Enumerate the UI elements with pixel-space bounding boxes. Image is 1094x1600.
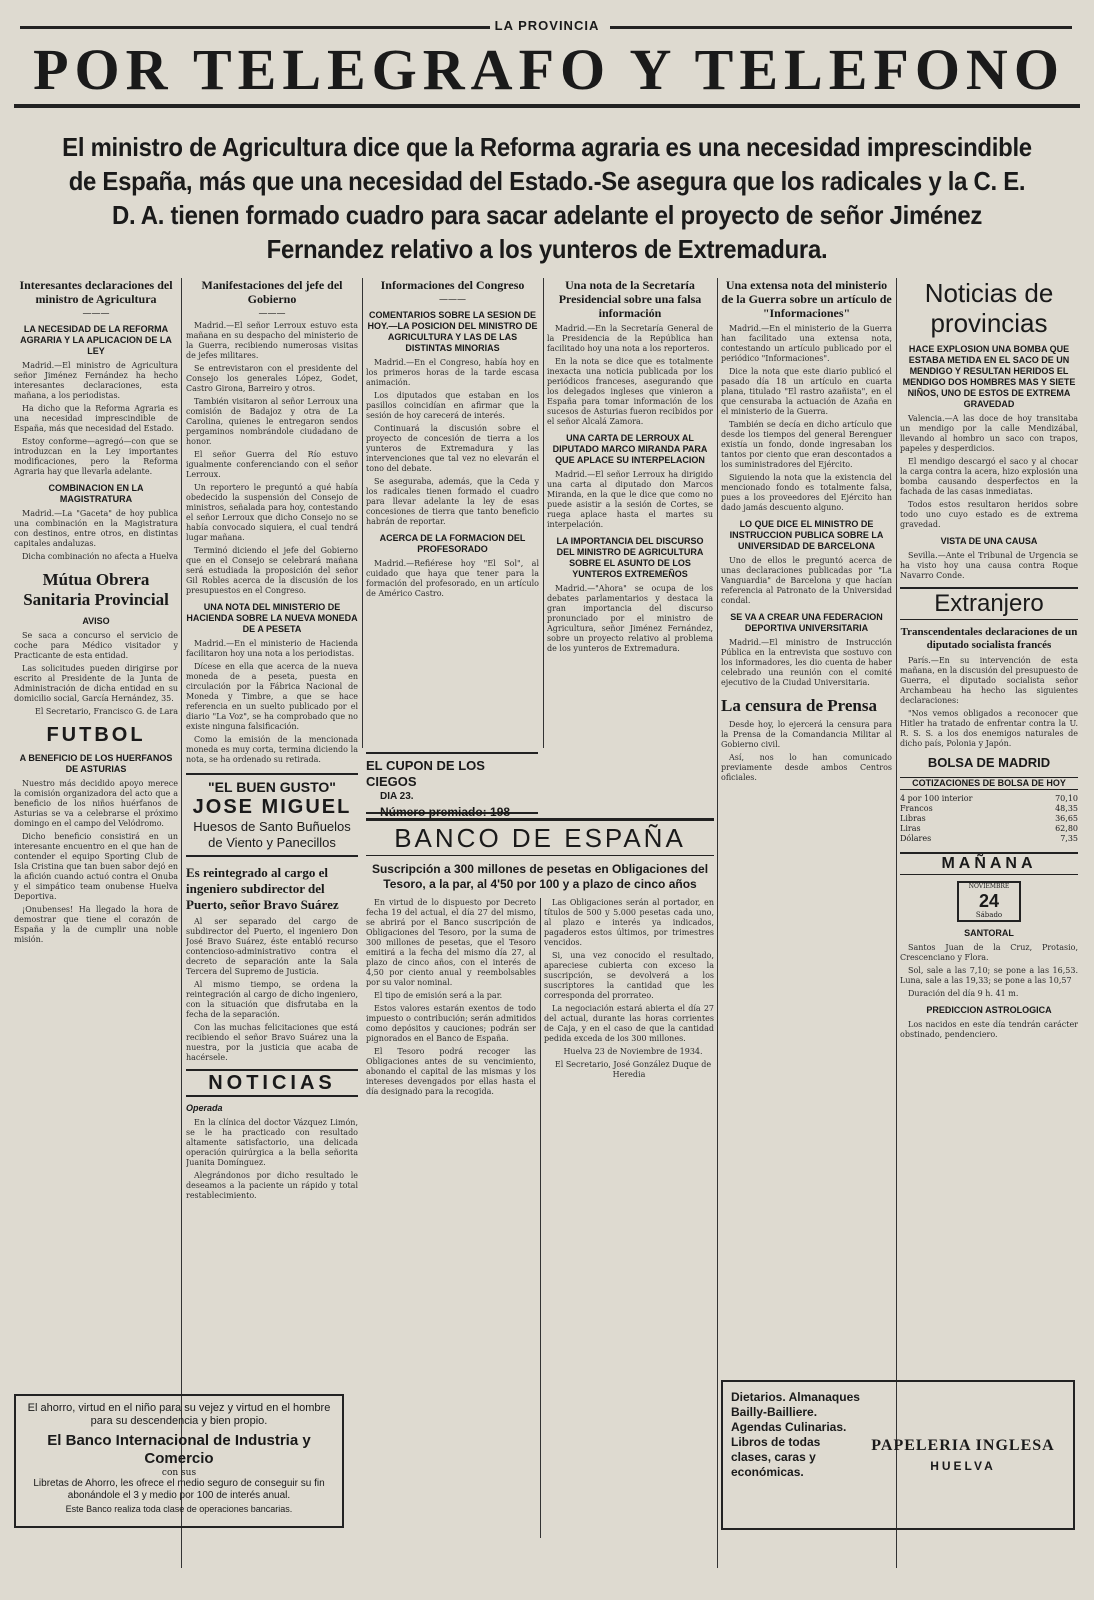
paragraph: En la nota se dice que es totalmente inexacta una noticia publicada por los periódicos franceses, asegurando que los delegados ingleses que vinieron a España para tomar información de los sucesos de Asturias fueron recibidos por el señor Alcalá Zamora. [547,357,713,426]
paragraph: Uno de ellos le preguntó acerca de unas declaraciones publicadas por "La Vanguardia" de Barcelona y que hacían referencia al Patronato de la Universidad condal. [721,556,892,605]
article-subheading: UNA CARTA DE LERROUX AL DIPUTADO MARCO MIRANDA PARA QUE APLACE SU INTERPELACION [552,433,708,465]
paragraph: Al ser separado del cargo de subdirector del Puerto, el ingeniero Don José Bravo Suárez, éste entabló recurso contencioso-administrativo contra el decreto de separación ante la Sala Tercera del Supremo de Justicia. [186,917,358,976]
paragraph: Así, nos lo han comunicado previamente desde ambos Centros oficiales. [721,753,892,782]
paragraph: Madrid.—En la Secretaría General de la Presidencia de la República han facilitado hoy una nota a los reporteros. [547,324,713,353]
table-row [900,814,1078,824]
buen-gusto-ad [186,773,358,857]
calendar-day: 24 [978,891,1000,911]
censura-heading: La censura de Prensa [721,696,877,715]
paragraph: Se saca a concurso el servicio de coche para Médico visitador y Practicante de esta entidad. [14,631,178,660]
paragraph: Al mismo tiempo, se ordena la reintegración al cargo de dicho ingeniero, con la situación que disfrutaba en la fecha de la separación. [186,980,358,1019]
column-4 [547,278,713,798]
separator: ——— [82,309,110,319]
paragraph: La negociación estará abierta el día 27 del actual, durante las horas corrientes de Caja, y en el caso de que la cantidad pedida exceda de los 300 millones. [544,1004,714,1043]
paragraph: Madrid.—El ministro de Agricultura señor Jiménez Fernández ha hecho interesantes declaraciones, esta mañana, a los periodistas. [14,361,178,400]
article-heading: Una nota de la Secretaría Presidencial sobre una falsa información [558,278,702,320]
ad-products: Huesos de Santo Buñuelos de Viento y Panecillos [193,819,351,850]
aviso-heading: AVISO [82,616,110,626]
article-subheading: COMENTARIOS SOBRE LA SESION DE HOY.—LA POSICION DEL MINISTRO DE AGRICULTURA Y LAS DE LAS DISTINTAS MINORIAS [367,310,538,353]
paragraph: ¡Onubenses! Ha llegado la hora de demostrar que tiene el corazón de España y la de cumplir una noble misión. [14,905,178,944]
paragraph: El mendigo descargó el saco y al chocar la carga contra la acera, hizo explosión una bomba causando desperfectos en la fachada de las casas inmediatas. [900,457,1078,496]
paragraph: El señor Guerra del Río estuvo igualmente conferenciando con el señor Lerroux. [186,450,358,479]
paragraph: Las Obligaciones serán al portador, en títulos de 500 y 5.000 pesetas cada uno, al plazo e interés ya indicados, pagaderos estos últimos, por trimestres vencidos. [544,898,714,947]
column-1 [14,278,178,1378]
cupon-title: EL CUPON DE LOS CIEGOS [366,758,485,789]
paragraph: Duración del día 9 h. 41 m. [908,989,1019,998]
paragraph: Santos Juan de la Cruz, Protasio, Crescenciano y Flora. [900,943,1078,962]
article-subheading: LA IMPORTANCIA DEL DISCURSO DEL MINISTRO DE AGRICULTURA SOBRE EL ASUNTO DE LOS YUNTEROS EXTREMEÑOS [556,536,704,579]
paragraph: Continuará la discusión sobre el proyecto de concesión de tierra a los yunteros de Extremadura y las intervenciones que tal vez no elevarán el tono del debate. [366,424,539,473]
papeleria-name: PAPELERIA INGLESA [871,1437,1055,1454]
ad-text: con sus [161,1468,197,1478]
prediccion-heading: PREDICCION ASTROLOGICA [926,1005,1052,1015]
paragraph: Las solicitudes pueden dirigirse por escrito al Presidente de la Junta de Administración de dicha entidad en su domicilio social, García Hernández, 35. [14,664,178,703]
paragraph: Si, una vez conocido el resultado, apareciese cubierta con exceso la suscripción, se devolverá a los suscriptores la cantidad que les corresponda del prorrateo. [544,951,714,1000]
paragraph: Desde hoy, lo ejercerá la censura para la Prensa de la Comandancia Militar al Gobierno civil. [721,720,892,749]
extranjero-heading: Extranjero [900,587,1078,620]
paragraph: Dícese en ella que acerca de la nueva moneda de a peseta, puesta en circulación por la Fábrica Nacional de Moneda y Timbre, a que se hace referencia en un suelto publicado por el diario "La Voz", se ha comprobado que no existe ninguna falsificación. [186,662,358,731]
noticias-heading: NOTICIAS [186,1069,358,1097]
table-row [900,804,1078,814]
paragraph: También visitaron al señor Lerroux una comisión de Badajoz y otra de La Carolina, quienes le entregaron sendos pergaminos nombrándole ciudadano de honor. [186,397,358,446]
paragraph: Se entrevistaron con el presidente del Consejo los generales López, Godet, Castro Girona, Barreiro y otros. [186,364,358,393]
article-heading: Una extensa nota del ministerio de la Guerra sobre un artículo de "Informaciones" [721,278,892,320]
paragraph: Dicha combinación no afecta a Huelva [22,552,178,561]
cupon-day: DIA 23. [380,791,414,802]
paragraph: Sevilla.—Ante el Tribunal de Urgencia se ha visto hoy una causa contra Roque Navarro Conde. [900,551,1078,580]
paragraph: Estoy conforme—agregó—con que se introduzcan en la Ley importantes modificaciones, pero la Reforma Agraria hay que llevarla adelante. [14,437,178,476]
paragraph: Madrid.—"Ahora" se ocupa de los debates parlamentarios y destaca la gran importancia del discurso pronunciado por el ministro de Agricultura, señor Jiménez Fernández, sobre un proyecto relativo al problema de los yunteros de Extremadura. [547,584,713,653]
table-row [900,794,1078,804]
article-subheading: SE VA A CREAR UNA FEDERACION DEPORTIVA UNIVERSITARIA [730,612,883,633]
page-title: POR TELEGRAFO Y TELEFONO [33,37,1065,102]
paragraph: París.—En su intervención de esta mañana, en la discusión del presupuesto de Guerra, el diputado socialista señor Archambeau ha hecho las siguientes declaraciones: [900,656,1078,705]
rule [14,104,1080,108]
paragraph: El Tesoro podrá recoger las Obligaciones antes de su vencimiento, abonando el capital de las mismas y los intereses devengados por ellas hasta el día designado para la recogida. [366,1047,536,1096]
column-rule [543,278,544,748]
table-row [900,824,1078,834]
paragraph: En la clínica del doctor Vázquez Limón, se le ha practicado con resultado altamente satisfactorio, una delicada operación quirúrgica a la bella señorita Juanita Domínguez. [186,1118,358,1167]
paragraph: Madrid.—El señor Lerroux ha dirigido una carta al diputado don Marcos Miranda, en la que le dice que como no puede asistir a la sesión de Cortes, se ruega aplace hasta el martes su interpelación. [547,470,713,529]
paragraph: Sol, sale a las 7,10; se pone a las 16,53. Luna, sale a las 19,33; se pone a las 10,57 [900,966,1078,985]
row-value: 36,65 [1055,814,1078,823]
manana-heading: MAÑANA [900,852,1078,875]
paragraph: Madrid.—En el ministerio de la Guerra han facilitado una extensa nota, contestando un artículo publicado por el periódico "Informaciones". [721,324,892,363]
bolsa-table [900,794,1078,844]
cupon-number: Número premiado: 198 [380,805,511,819]
column-5 [721,278,892,1338]
paragraph: Madrid.—La "Gaceta" de hoy publica una combinación en la Magistratura con destinos, entre otros, en distintas capitales andaluzas. [14,509,178,548]
column-2 [186,278,358,1388]
rule [610,26,1072,29]
calendar-month: NOVIEMBRE [968,883,1010,890]
banco-de-espana-notice [366,818,714,1570]
bank-advertisement [14,1394,344,1528]
article-subheading: VISTA DE UNA CAUSA [940,536,1038,546]
article-heading: Interesantes declaraciones del ministro de Agricultura [19,278,173,306]
paragraph: Un reportero le preguntó a qué había obedecido la suspensión del Consejo de ministros, señalada para hoy, contestando el señor Lerroux que dicho Consejo no se había convocado siquiera, el cual tendrá lugar mañana. [186,483,358,542]
signature: El Secretario, Francisco G. de Lara [34,707,178,716]
ad-text: Libretas de Ahorro, les ofrece el medio seguro de conseguir su fin abonándole el 3 y medio por 100 de interés anual. [33,1478,325,1501]
paragraph: Madrid.—El señor Lerroux estuvo esta mañana en su despacho del ministerio de la Guerra, recibiendo numerosas visitas de jefes militares. [186,321,358,360]
banco-subtitle: Suscripción a 300 millones de pesetas en Obligaciones del Tesoro, a la par, al 4'50 por 100 y a plazo de cinco años [371,862,709,891]
papeleria-brand [861,1390,1065,1520]
papeleria-city: HUELVA [930,1459,996,1473]
paragraph: Alegrándonos por dicho resultado le deseamos a la paciente un rápido y total restablecimiento. [186,1171,358,1200]
paragraph: Dice la nota que este diario publicó el pasado día 18 un artículo en cuarta plana, titulado "El rastro azañista", en el que censuraba la actuación de Azaña en el ministerio de la Guerra. [721,367,892,416]
paragraph: Madrid.—Refiérese hoy "El Sol", al cuidado que haya que tener para la formación del profesorado, en un artículo de Américo Castro. [366,559,539,598]
paragraph: Los diputados que estaban en los pasillos coincidían en afirmar que la sesión de hoy carecerá de interés. [366,391,539,420]
noticias-provincias-heading: Noticias de provincias [924,278,1054,338]
row-label: Liras [900,824,921,833]
row-label: Francos [900,804,933,813]
article-heading: Informaciones del Congreso [380,278,525,292]
paragraph: Nuestro más decidido apoyo merece la comisión organizadora del acto que a beneficio de los niños huérfanos de Asturias se va a celebrarse el próximo domingo en el campo del Velódromo. [14,779,178,828]
ad-title: "EL BUEN GUSTO" [208,779,336,795]
ad-text: Este Banco realiza toda clase de operaciones bancarias. [65,1504,293,1514]
row-value: 48,35 [1055,804,1078,813]
article-heading: Es reintegrado al cargo el ingeniero subdirector del Puerto, señor Bravo Suárez [186,865,339,912]
paragraph: Madrid.—En el Congreso, había hoy en los primeros horas de la tarde escasa animación. [366,358,539,387]
paragraph: "Nos vemos obligados a reconocer que Hitler ha tratado de enfrentar contra la U. R. S. S. a los dos enemigos naturales de dicho país, Polonia y Japón. [900,709,1078,748]
paragraph: Los nacidos en este día tendrán carácter obstinado, pendenciero. [900,1020,1078,1039]
paragraph: Como la emisión de la mencionada moneda es muy corta, termina diciendo la nota, se ha ordenado su retirada. [186,735,358,764]
bolsa-heading: BOLSA DE MADRID [927,755,1051,770]
futbol-heading: FUTBOL [46,724,146,746]
row-label: Dólares [900,834,932,843]
paragraph: Madrid.—En el ministerio de Hacienda facilitaron hoy una nota a los periodistas. [186,639,358,658]
paragraph: Todos estos resultaron heridos sobre todo uno cuyo estado es de extrema gravedad. [900,500,1078,529]
column-3 [366,278,539,818]
paragraph: Se aseguraba, además, que la Ceda y los radicales tienen formado el cuadro para llevar adelante la ley de esas concesiones de tierra que tanto beneficio habrán de reportar. [366,477,539,526]
paragraph: Ha dicho que la Reforma Agraria es una necesidad imprescindible de España, más que necesidad del Estado. [14,404,178,433]
paragraph: Valencia.—A las doce de hoy transitaba un mendigo por la calle Mendizábal, llevando al hombro un saco con trapos, papeles y desperdicios. [900,414,1078,453]
papeleria-advertisement [721,1380,1075,1530]
paragraph: En virtud de lo dispuesto por Decreto fecha 19 del actual, el día 27 del mismo, se abrirá por el Banco suscripción de Obligaciones del Tesoro, por la suma de 300 millones de pesetas, que el Tesoro emitirá a la fecha del mismo día 27, al plazo de cinco años, con el interés de 4,50 por ciento anual y reembolsables por su valor nominal. [366,898,536,987]
column-rule [181,278,182,1568]
article-subheading: UNA NOTA DEL MINISTERIO DE HACIENDA SOBRE LA NUEVA MONEDA DE A PESETA [186,602,358,634]
bank-name: El Banco Internacional de Industria y Comercio [47,1432,311,1467]
rule [20,26,490,29]
papeleria-items: Dietarios. Almanaques Bailly-Bailliere. Agendas Culinarias. Libros de todas clases, caras y económicas. [731,1390,860,1479]
cupon-box [366,752,538,819]
ad-name: JOSE MIGUEL [192,796,352,818]
paragraph: También se decía en dicho artículo que desde los tiempos del general Berenguer existía un fondo, donde ingresaban los tantos por ciento que eran descontados a los suministradores del Ejército. [721,420,892,469]
article-subheading: A BENEFICIO DE LOS HUERFANOS DE ASTURIAS [19,753,173,774]
separator: ——— [258,309,286,319]
article-subheading: ACERCA DE LA FORMACION DEL PROFESORADO [379,533,526,554]
row-value: 7,35 [1060,834,1078,843]
masthead: LA PROVINCIA [494,18,600,33]
row-value: 62,80 [1055,824,1078,833]
paragraph: El tipo de emisión será a la par. [374,991,503,1000]
paragraph: Siguiendo la nota que la existencia del mencionado fondo es totalmente falsa, pues a los proveedores del Ejército han dado jamás descuento alguno. [721,473,892,512]
date-line: Huelva 23 de Noviembre de 1934. [563,1047,703,1056]
paragraph: Con las muchas felicitaciones que está recibiendo el señor Bravo Suárez una la nuestra, por la justicia que acaba de hacérsele. [186,1023,358,1062]
article-subheading: LO QUE DICE EL MINISTRO DE INSTRUCCION PUBLICA SOBRE LA UNIVERSIDAD DE BARCELONA [729,519,884,551]
separator: ——— [439,295,466,305]
ad-text: El ahorro, virtud en el niño para su vejez y virtud en el hombre para su descendencia y bien propio. [27,1402,331,1427]
row-label: Libras [900,814,926,823]
calendar-weekday: Sábado [975,911,1003,919]
article-heading: Transcendentales declaraciones de un diputado socialista francés [900,626,1078,651]
column-rule [896,278,897,1568]
calendar-box [957,881,1021,922]
banco-body [366,898,714,1538]
banco-title: BANCO DE ESPAÑA [366,818,714,856]
article-subheading: Operada [186,1103,223,1113]
paragraph: Terminó diciendo el jefe del Gobierno que en el Consejo se celebrará mañana será estudiada la proposición del señor Gil Robles acerca de la discusión de los presupuestos en el Congreso. [186,546,358,595]
column-rule [362,278,363,748]
paragraph: Madrid.—El ministro de Instrucción Pública en la entrevista que sostuvo con los informadores, les dio cuenta de haber celebrado una reunión con el comité ejecutivo de la Ciudad Universitaria. [721,638,892,687]
article-subheading: COMBINACION EN LA MAGISTRATURA [48,483,144,504]
bolsa-subheading: COTIZACIONES DE BOLSA DE HOY [900,777,1078,790]
mutua-heading: Mútua Obrera Sanitaria Provincial [23,570,169,609]
article-heading: Manifestaciones del jefe del Gobierno [201,278,343,306]
signature: El Secretario, José González Duque de Heredia [554,1060,712,1079]
row-label: 4 por 100 interior [900,794,973,803]
row-value: 70,10 [1055,794,1078,803]
table-row [900,834,1078,844]
main-headline: El ministro de Agricultura dice que la Reforma agraria es una necesidad imprescindible de España, más que una necesidad del Estado.-Se asegura que los radicales y la C. E. D. A. tienen formado cuadro para sacar adelante el proyecto de señor Jiménez Fernandez relativo a los yunteros de Extremadura. [62,132,1032,264]
column-rule [717,278,718,1568]
paragraph: Estos valores estarán exentos de todo impuesto o contribución; serán admitidos como depósitos y cauciones; podrán ser pignorados en el Banco de España. [366,1004,536,1043]
article-subheading: HACE EXPLOSION UNA BOMBA QUE ESTABA METIDA EN EL SACO DE UN MENDIGO Y RESULTAN HERIDOS EL MENDIGO DOS HOMBRES MAS Y SIETE NIÑOS, UNO DE ESTOS DE EXTREMA GRAVEDAD [902,344,1076,409]
column-6 [900,278,1078,1358]
article-subheading: LA NECESIDAD DE LA REFORMA AGRARIA Y LA APLICACION DE LA LEY [20,324,172,356]
paragraph: Dicho beneficio consistirá en un interesante encuentro en el que han de contender el equipo Sporting Club de Isla Cristina que tan buen sabor dejó en la afición cuando actuó contra el Onuba y el simpático team onubense Huelva Deportiva. [14,832,178,901]
santoral-heading: SANTORAL [964,928,1014,938]
